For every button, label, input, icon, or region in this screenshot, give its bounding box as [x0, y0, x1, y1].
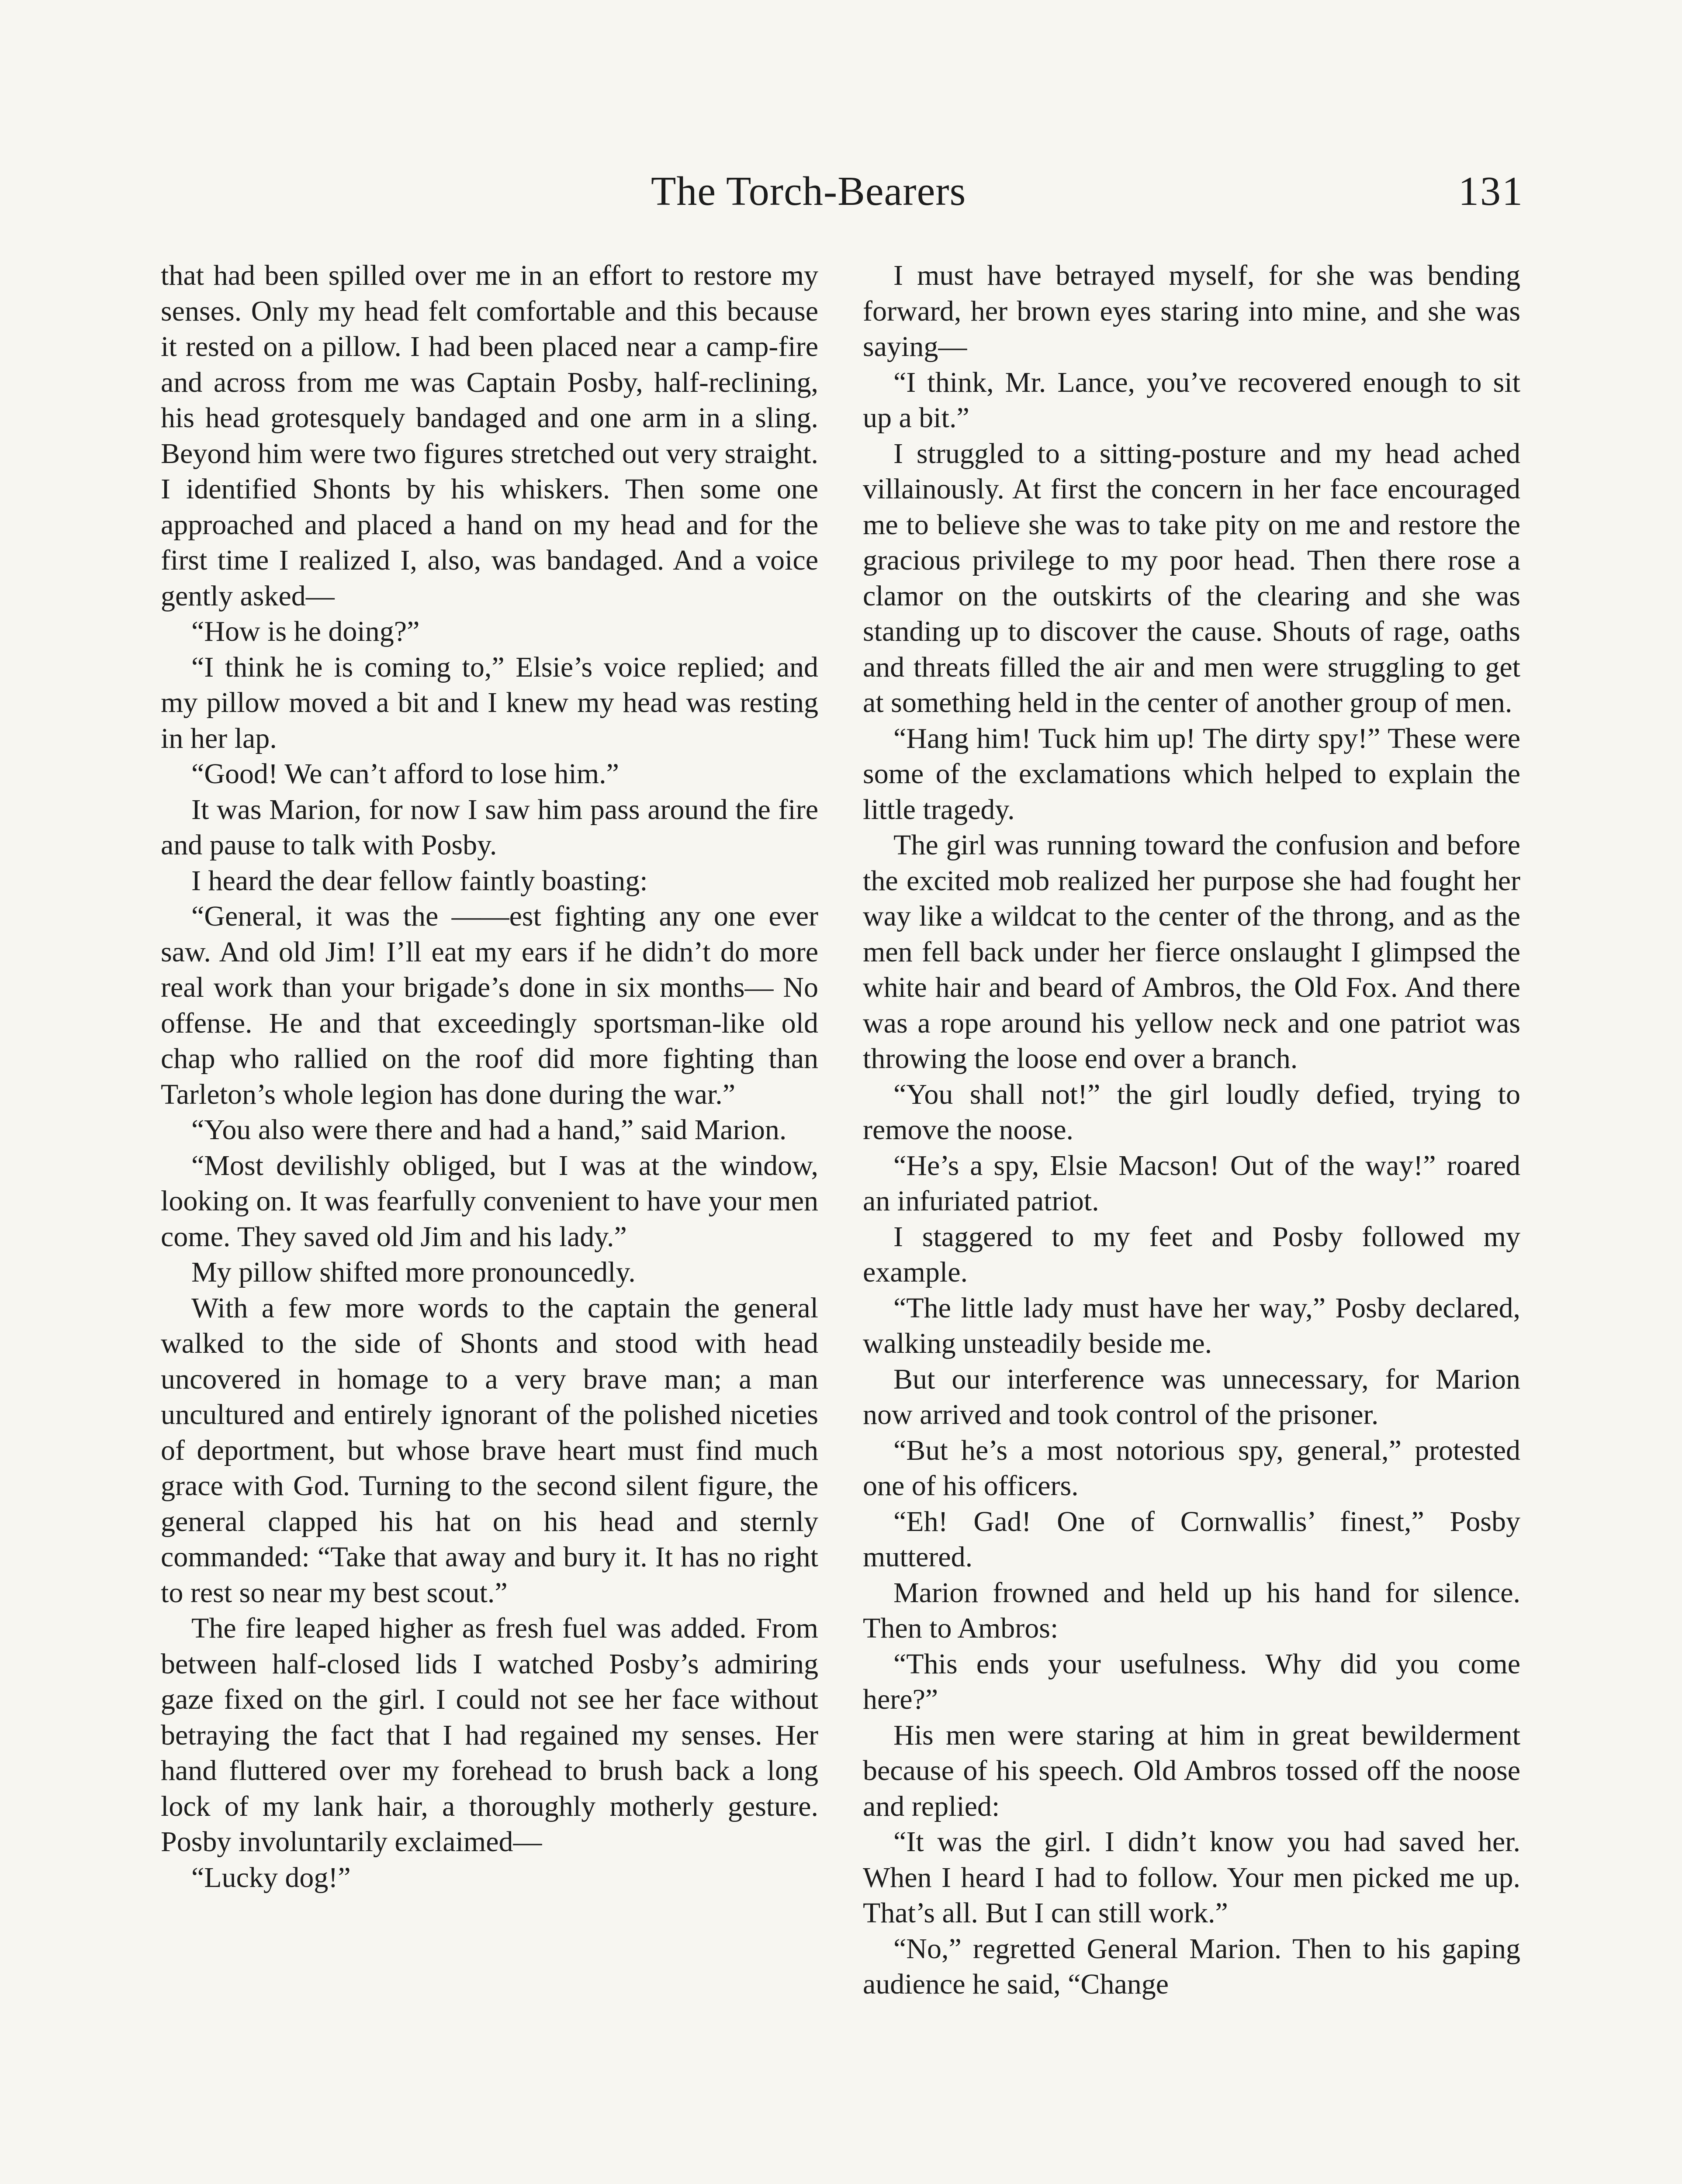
paragraph: “Good! We can’t afford to lose him.” — [191, 758, 619, 790]
left-column — [161, 258, 818, 1895]
paragraph: With a few more words to the captain the general walked to the side of Shonts and stood with head uncovered in homage to a very brave man; a man uncultured and entirely ignorant of the polished niceties of deportment, but whose brave heart must find much grace with God. Turning to the second silent figure, the general clapped his hat on his head and sternly commanded: “Take that away and bury it. It has no right to rest so near my best scout.” — [161, 1292, 818, 1609]
paragraph: Marion frowned and held up his hand for silence. Then to Ambros: — [863, 1576, 1520, 1644]
paragraph: “Hang him! Tuck him up! The dirty spy!” These were some of the exclamations which helped to explain the little tragedy. — [863, 722, 1520, 826]
paragraph: “This ends your usefulness. Why did you come here?” — [863, 1648, 1520, 1715]
running-head — [0, 165, 1682, 218]
paragraph: I staggered to my feet and Posby followed my example. — [863, 1220, 1520, 1288]
right-column — [863, 258, 1520, 2002]
paragraph: “General, it was the ——est fighting any one ever saw. And old Jim! I’ll eat my ears if he didn’t do more real work than your brigade’s done in six months— No offense. He and that exceedingly sportsman-like old chap who rallied on the roof did more fighting than Tarleton’s whole legion has done during the war.” — [161, 900, 818, 1110]
paragraph: that had been spilled over me in an effort to restore my senses. Only my head felt comfortable and this because it rested on a pillow. I had been placed near a camp-fire and across from me was Captain Posby, half-reclining, his head grotesquely bandaged and one arm in a sling. Beyond him were two figures stretched out very straight. I identified Shonts by his whiskers. Then some one approached and placed a hand on my head and for the first time I realized I, also, was bandaged. And a voice gently asked— — [161, 259, 818, 612]
paragraph: “It was the girl. I didn’t know you had saved her. When I heard I had to follow. Your men picked me up. That’s all. But I can still work.” — [863, 1826, 1520, 1929]
paragraph: “Most devilishly obliged, but I was at the window, looking on. It was fearfully convenient to have your men come. They saved old Jim and his lady.” — [161, 1149, 818, 1253]
paragraph: “Eh! Gad! One of Cornwallis’ finest,” Posby muttered. — [863, 1505, 1520, 1573]
paragraph: “I think he is coming to,” Elsie’s voice replied; and my pillow moved a bit and I knew my head was resting in her lap. — [161, 651, 818, 754]
paragraph: But our interference was unnecessary, for Marion now arrived and took control of the prisoner. — [863, 1363, 1520, 1431]
paragraph: My pillow shifted more pronouncedly. — [191, 1256, 636, 1288]
paragraph: “The little lady must have her way,” Posby declared, walking unsteadily beside me. — [863, 1292, 1520, 1359]
paragraph: “No,” regretted General Marion. Then to his gaping audience he said, “Change — [863, 1932, 1520, 2000]
paragraph: I must have betrayed myself, for she was bending forward, her brown eyes staring into mine, and she was saying— — [863, 259, 1520, 363]
paragraph: I heard the dear fellow faintly boasting: — [191, 864, 648, 897]
paragraph: “How is he doing?” — [191, 615, 420, 647]
paragraph: “You shall not!” the girl loudly defied, trying to remove the noose. — [863, 1078, 1520, 1146]
running-title: The Torch-Bearers — [651, 169, 966, 214]
paragraph: “He’s a spy, Elsie Macson! Out of the way!” roared an infuriated patriot. — [863, 1149, 1520, 1217]
paragraph: “I think, Mr. Lance, you’ve recovered enough to sit up a bit.” — [863, 366, 1520, 434]
paragraph: I struggled to a sitting-posture and my head ached villainously. At first the concern in her face encouraged me to believe she was to take pity on me and restore the gracious privilege to my poor head. Then there rose a clamor on the outskirts of the clearing and she was standing up to discover the cause. Shouts of rage, oaths and threats filled the air and men were struggling to get at something held in the center of another group of men. — [863, 437, 1520, 719]
paragraph: The girl was running toward the confusion and before the excited mob realized her purpose she had fought her way like a wildcat to the center of the throng, and as the men fell back under her fierce onslaught I glimpsed the white hair and beard of Ambros, the Old Fox. And there was a rope around his yellow neck and one patriot was throwing the loose end over a branch. — [863, 829, 1520, 1075]
paragraph: His men were staring at him in great bewilderment because of his speech. Old Ambros tossed off the noose and replied: — [863, 1719, 1520, 1822]
page-number: 131 — [1458, 169, 1524, 214]
paragraph: “You also were there and had a hand,” said Marion. — [191, 1114, 787, 1146]
paragraph: “But he’s a most notorious spy, general,” protested one of his officers. — [863, 1434, 1520, 1502]
paragraph: The fire leaped higher as fresh fuel was added. From between half-closed lids I watched Posby’s admiring gaze fixed on the girl. I could not see her face without betraying the fact that I had regained my senses. Her hand fluttered over my forehead to brush back a long lock of my lank hair, a thoroughly motherly gesture. Posby involuntarily exclaimed— — [161, 1612, 818, 1858]
paragraph: It was Marion, for now I saw him pass around the fire and pause to talk with Posby. — [161, 793, 818, 861]
paragraph: “Lucky dog!” — [191, 1861, 351, 1894]
